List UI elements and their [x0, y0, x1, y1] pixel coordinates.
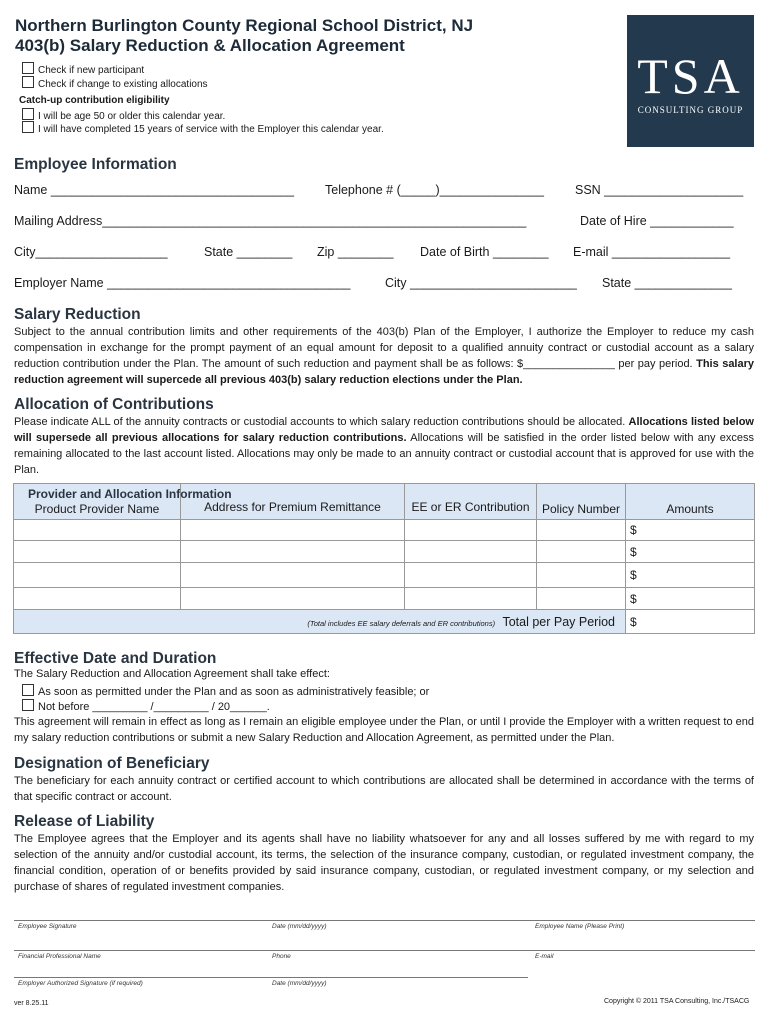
catchup-heading: Catch-up contribution eligibility: [19, 95, 170, 106]
effective-option1-label: As soon as permitted under the Plan and as soon as administratively feasible; or: [38, 686, 430, 698]
address-cell[interactable]: [181, 563, 405, 588]
beneficiary-text: The beneficiary for each annuity contract or certified account to which contributions are allocated shall be determined in accordance with the terms of that specific contract or account.: [14, 775, 754, 803]
allocation-bold: Allocations listed below will supersede all previous allocations for salary reduction contributions.: [14, 416, 754, 444]
col-ee-er-label: EE or ER Contribution: [411, 500, 530, 514]
table-row: [14, 541, 755, 563]
tsa-logo: [627, 15, 754, 147]
telephone-field[interactable]: Telephone # (_____)_______________: [325, 183, 544, 197]
financial-professional-label: Financial Professional Name: [18, 953, 101, 960]
col-provider-name: [14, 484, 232, 520]
name-field[interactable]: Name ___________________________________: [14, 183, 295, 197]
service15-row: [22, 121, 384, 135]
effective-option2-label[interactable]: Not before _________ /_________ / 20______.: [38, 701, 270, 713]
ssn-field[interactable]: SSN ____________________: [575, 183, 744, 197]
form-title-line1: Northern Burlington County Regional School District, NJ: [15, 16, 474, 35]
dollar-sign: $: [630, 591, 637, 606]
zip-field[interactable]: Zip ________: [317, 245, 394, 259]
col-policy: [537, 484, 626, 520]
date-label-2: Date (mm/dd/yyyy): [272, 980, 327, 987]
date-label-1: Date (mm/dd/yyyy): [272, 923, 327, 930]
new-participant-label: Check if new participant: [38, 65, 145, 76]
contribution-cell[interactable]: [405, 563, 537, 588]
total-amount-cell[interactable]: [626, 610, 755, 634]
contribution-cell[interactable]: [405, 520, 537, 541]
mailing-address-field[interactable]: Mailing Address_____________________________________________________________: [14, 214, 527, 228]
logo-text: TSA: [637, 48, 744, 104]
contribution-cell[interactable]: [405, 588, 537, 610]
dollar-sign: $: [630, 614, 637, 629]
employer-name-field[interactable]: Employer Name ___________________________________: [14, 276, 351, 290]
col-provider-name-label: Product Provider Name: [34, 502, 160, 516]
city-field[interactable]: City___________________: [14, 245, 168, 259]
signature-line-1[interactable]: [14, 920, 755, 921]
effective-option1-row: [22, 684, 429, 698]
version-label: ver 8.25.11: [14, 1000, 49, 1007]
col-amounts: [626, 484, 755, 520]
total-row: [14, 610, 755, 634]
policy-cell[interactable]: [537, 541, 626, 563]
effective-option2-row: [22, 699, 270, 713]
amount-cell[interactable]: [626, 520, 755, 541]
allocation-body2: Allocations will be satisfied in the order listed below with any excess remaining allocated to the last account listed. Allocations may only be made to an annuity contract or custodial account that is approved for use with the Plan.: [14, 432, 754, 476]
table-row: [14, 520, 755, 541]
effective-option2-checkbox[interactable]: [22, 699, 34, 711]
address-cell[interactable]: [181, 541, 405, 563]
provider-cell[interactable]: [14, 563, 181, 588]
liability-heading: Release of Liability: [14, 813, 155, 830]
new-participant-row: [22, 62, 144, 76]
service15-checkbox[interactable]: [22, 121, 34, 133]
provider-allocation-table: [13, 483, 755, 634]
service15-label: I will have completed 15 years of service with the Employer this calendar year.: [38, 124, 384, 135]
total-label-cell: [14, 610, 626, 634]
change-allocations-row: [22, 76, 208, 90]
signature-line-2[interactable]: [14, 950, 755, 951]
table-row: [14, 588, 755, 610]
salary-reduction-text: [14, 324, 754, 388]
date-of-hire-field[interactable]: Date of Hire ____________: [580, 214, 734, 228]
dollar-sign: $: [630, 523, 637, 537]
amount-cell[interactable]: [626, 541, 755, 563]
effective-text: This agreement will remain in effect as long as I remain an eligible employee under the Plan, or until I provide the Employer with a written request to end my salary reduction contributions or submit a new Salary Reduction and Allocation Agreement, as permitted under the Plan.: [14, 716, 754, 744]
employer-city-field[interactable]: City ________________________: [385, 276, 577, 290]
age50-checkbox[interactable]: [22, 108, 34, 120]
provider-table-heading: Provider and Allocation Information: [28, 487, 232, 501]
email-field[interactable]: E-mail _________________: [573, 245, 731, 259]
policy-cell[interactable]: [537, 588, 626, 610]
date-of-birth-field[interactable]: Date of Birth ________: [420, 245, 549, 259]
age50-row: [22, 108, 225, 122]
new-participant-checkbox[interactable]: [22, 62, 34, 74]
salary-reduction-heading: Salary Reduction: [14, 306, 141, 323]
policy-cell[interactable]: [537, 520, 626, 541]
employee-name-label: Employee Name (Please Print): [535, 923, 625, 930]
allocation-heading: Allocation of Contributions: [14, 396, 214, 413]
logo-subtitle: CONSULTING GROUP: [637, 105, 744, 115]
email-label: E-mail: [535, 953, 554, 960]
salary-reduction-bold: This salary reduction agreement will supercede all previous 403(b) salary reduction elections under the Plan.: [14, 358, 755, 386]
age50-label: I will be age 50 or older this calendar year.: [38, 111, 226, 122]
col-policy-label: Policy Number: [541, 502, 621, 516]
address-cell[interactable]: [181, 588, 405, 610]
provider-cell[interactable]: [14, 588, 181, 610]
copyright-label: Copyright © 2011 TSA Consulting, Inc./TSACG: [604, 998, 750, 1005]
provider-table-header: [14, 484, 755, 520]
provider-cell[interactable]: [14, 541, 181, 563]
col-address-label: Address for Premium Remittance: [204, 500, 381, 514]
state-field[interactable]: State ________: [204, 245, 293, 259]
beneficiary-heading: Designation of Beneficiary: [14, 755, 210, 772]
amount-cell[interactable]: [626, 588, 755, 610]
employer-signature-label: Employer Authorized Signature (if required): [18, 980, 143, 987]
employee-signature-label: Employee Signature: [18, 923, 77, 930]
dollar-sign: $: [630, 568, 637, 582]
effective-heading: Effective Date and Duration: [14, 650, 217, 667]
policy-cell[interactable]: [537, 563, 626, 588]
allocation-body1: Please indicate ALL of the annuity contracts or custodial accounts to which salary reduction contributions should be allocated.: [14, 416, 626, 428]
salary-reduction-body: Subject to the annual contribution limits and other requirements of the 403(b) Plan of the Employer, I authorize the Employer to reduce my cash compensation in exchange for the prompt payment of an equal amount for deposit to a qualified annuity contract or custodial account as a salary reduction contribution under the Plan. The amount of such reduction and payment shall be as follows: $_______________ per pay period.: [14, 326, 754, 370]
change-allocations-label: Check if change to existing allocations: [38, 79, 208, 90]
total-label: Total per Pay Period: [502, 614, 615, 629]
employer-state-field[interactable]: State ______________: [602, 276, 732, 290]
address-cell[interactable]: [181, 520, 405, 541]
provider-cell[interactable]: [14, 520, 181, 541]
col-ee-er: [405, 484, 537, 520]
signature-line-3[interactable]: [14, 977, 528, 978]
allocation-text: [14, 414, 754, 478]
liability-text: The Employee agrees that the Employer and its agents shall have no liability whatsoever for any and all losses suffered by me with regard to my selection of the annuity and/or custodial account, its terms, the selection of the insurance company, custodian, or regulated investment company, the financial condition, operation of or benefits provided by said insurance company, custodian, or regulated investment company, or my selection and purchase of shares of regulated investment companies.: [14, 833, 754, 893]
effective-option1-checkbox[interactable]: [22, 684, 34, 696]
form-title-line2: 403(b) Salary Reduction & Allocation Agreement: [15, 36, 405, 55]
amount-cell[interactable]: [626, 563, 755, 588]
table-row: [14, 563, 755, 588]
employee-info-heading: Employee Information: [14, 156, 177, 173]
effective-intro: The Salary Reduction and Allocation Agreement shall take effect:: [14, 668, 330, 680]
dollar-sign: $: [630, 544, 637, 559]
phone-label: Phone: [272, 953, 291, 960]
col-amounts-label: Amounts: [666, 502, 714, 516]
change-allocations-checkbox[interactable]: [22, 76, 34, 88]
contribution-cell[interactable]: [405, 541, 537, 563]
total-note: (Total includes EE salary deferrals and ER contributions): [307, 618, 496, 628]
